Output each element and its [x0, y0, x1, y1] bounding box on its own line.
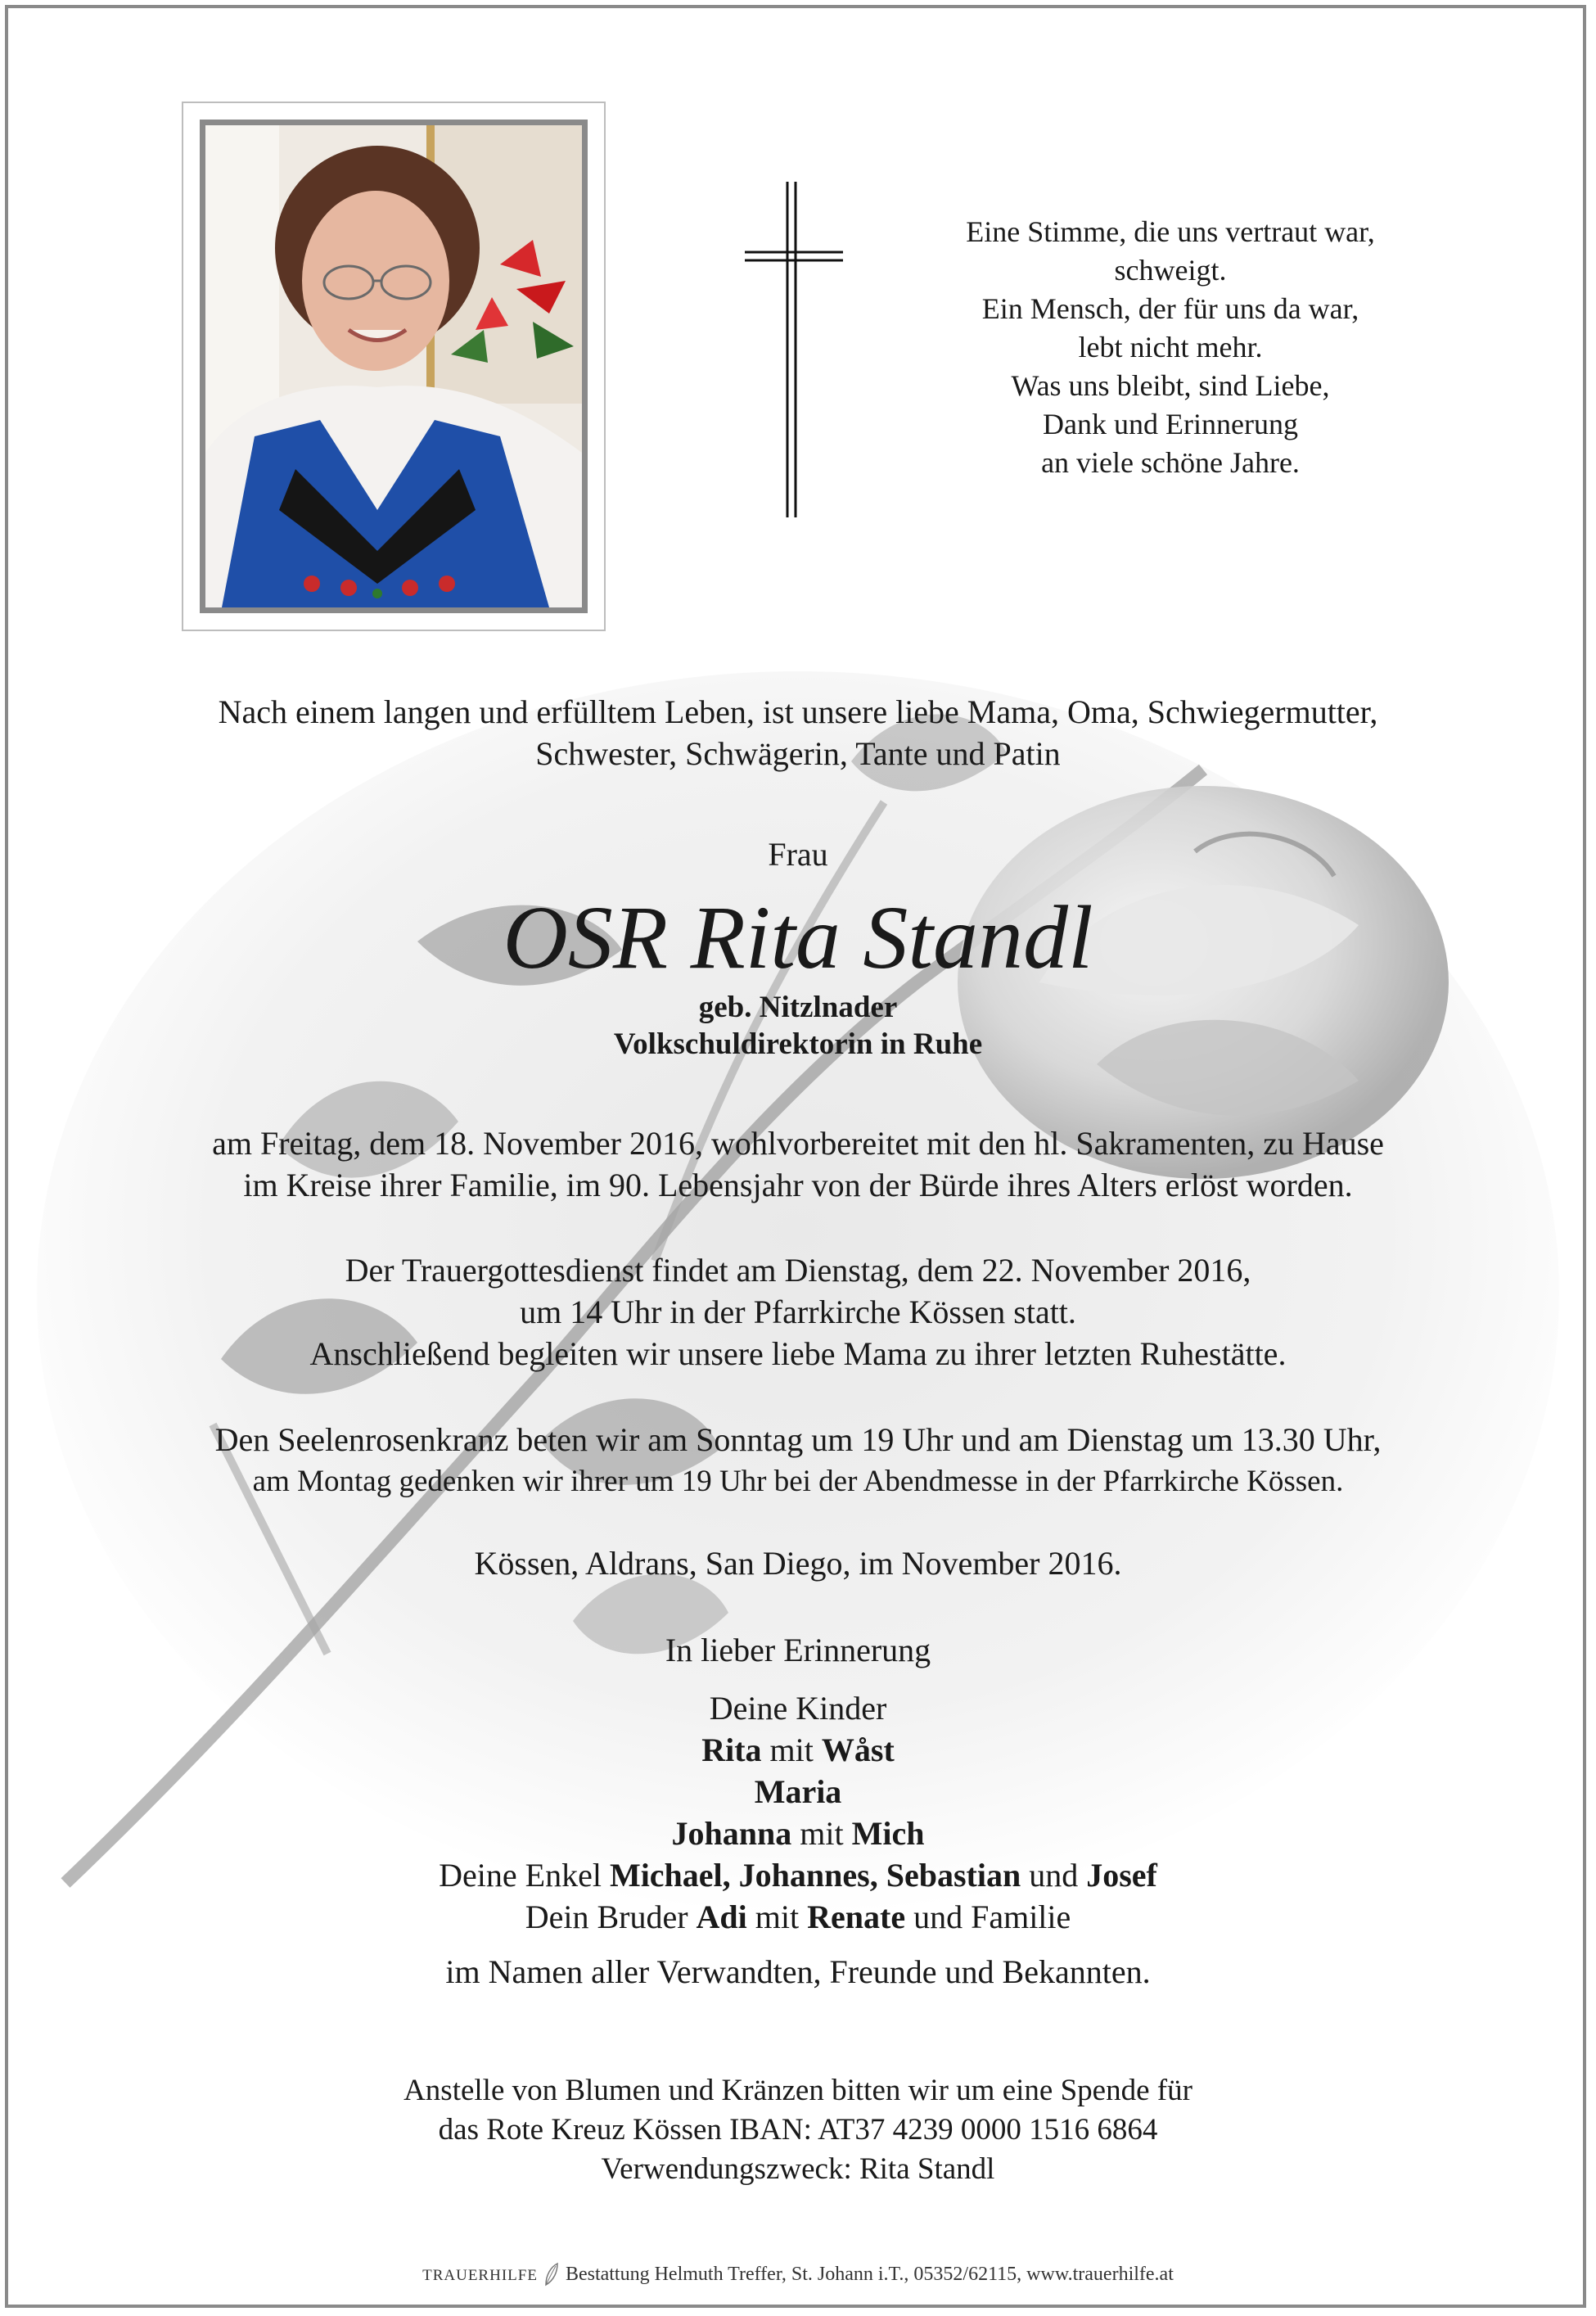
- child-name: Rita: [701, 1731, 762, 1768]
- memorial-verse: [884, 213, 1457, 482]
- intro-line: Schwester, Schwägerin, Tante und Patin: [535, 735, 1061, 772]
- intro-line: Nach einem langen und erfülltem Leben, ist unsere liebe Mama, Oma, Schwiegermutter,: [218, 693, 1378, 730]
- footer: [65, 2262, 1531, 2288]
- brother-prefix: Dein Bruder: [525, 1898, 688, 1935]
- rosary-line: Den Seelenrosenkranz beten wir am Sonntag um 19 Uhr und am Dienstag um 13.30 Uhr,: [214, 1421, 1382, 1458]
- death-notice-line: am Freitag, dem 18. November 2016, wohlvorbereitet mit den hl. Sakramenten, zu Hause: [212, 1125, 1384, 1162]
- rosary-info: [65, 1419, 1531, 1502]
- family-suffix: und Familie: [913, 1898, 1071, 1935]
- donation-request: [65, 2071, 1531, 2189]
- place-date: Kössen, Aldrans, San Diego, im November 2016.: [474, 1545, 1122, 1582]
- relatives-line: im Namen aller Verwandten, Freunde und Bekannten.: [445, 1953, 1151, 1990]
- mourner-line: [65, 1813, 1531, 1854]
- donation-line: Verwendungszweck: Rita Standl: [601, 2152, 995, 2186]
- brother-line: [65, 1896, 1531, 1938]
- death-notice: [65, 1122, 1531, 1206]
- connector-text: mit: [800, 1815, 844, 1852]
- mourner-line: [65, 1729, 1531, 1771]
- funeral-service-info: [65, 1249, 1531, 1375]
- salutation: Frau: [768, 836, 828, 873]
- verse-line: schweigt.: [1114, 254, 1227, 287]
- leaf-logo-icon: [543, 2262, 561, 2287]
- brother-partner-name: Renate: [807, 1898, 906, 1935]
- cross-icon: [745, 182, 843, 517]
- verse-line: lebt nicht mehr.: [1078, 331, 1263, 363]
- verse-line: an viele schöne Jahre.: [1041, 446, 1300, 479]
- partner-name: Mich: [851, 1815, 925, 1852]
- child-name: Johanna: [671, 1815, 792, 1852]
- profession: Volkschuldirektorin in Ruhe: [613, 1027, 983, 1061]
- verse-line: Dank und Erinnerung: [1043, 408, 1298, 440]
- service-line: um 14 Uhr in der Pfarrkirche Kössen statt.: [520, 1293, 1076, 1330]
- connector-text: mit: [755, 1898, 800, 1935]
- portrait-frame: [182, 102, 606, 631]
- footer-brand: TRAUERHILFE: [422, 2267, 538, 2284]
- rosary-line: am Montag gedenken wir ihrer um 19 Uhr bei der Abendmesse in der Pfarrkirche Kössen.: [252, 1465, 1344, 1498]
- donation-line: Anstelle von Blumen und Kränzen bitten wir um eine Spende für: [404, 2074, 1192, 2107]
- grandchild-name: Josef: [1086, 1857, 1157, 1894]
- grandchildren-prefix: Deine Enkel: [439, 1857, 602, 1894]
- grandchildren-line: [65, 1854, 1531, 1896]
- connector-text: mit: [769, 1731, 814, 1768]
- footer-text: Bestattung Helmuth Treffer, St. Johann i.T., 05352/62115, www.trauerhilfe.at: [565, 2264, 1174, 2285]
- deceased-name: OSR Rita Standl: [503, 887, 1093, 987]
- verse-line: Was uns bleibt, sind Liebe,: [1011, 369, 1330, 402]
- mourners-list: [65, 1687, 1531, 1938]
- verse-line: Ein Mensch, der für uns da war,: [981, 292, 1359, 325]
- portrait-photo: [200, 120, 588, 613]
- child-name: Maria: [754, 1773, 842, 1810]
- death-notice-line: im Kreise ihrer Familie, im 90. Lebensjahr von der Bürde ihres Alters erlöst worden.: [243, 1167, 1353, 1203]
- brother-name: Adi: [696, 1898, 747, 1935]
- maiden-name: geb. Nitzlnader: [698, 991, 898, 1024]
- partner-name: Wåst: [821, 1731, 895, 1768]
- connector-text: und: [1029, 1857, 1079, 1894]
- grandchildren-names: Michael, Johannes, Sebastian: [609, 1857, 1021, 1894]
- donation-line: das Rote Kreuz Kössen IBAN: AT37 4239 0000 1516 6864: [438, 2113, 1158, 2147]
- in-memory-heading: In lieber Erinnerung: [665, 1632, 931, 1668]
- service-line: Der Trauergottesdienst findet am Dienstag, dem 22. November 2016,: [345, 1252, 1251, 1289]
- verse-line: Eine Stimme, die uns vertraut war,: [966, 215, 1375, 248]
- mourner-line: [65, 1771, 1531, 1813]
- service-line: Anschließend begleiten wir unsere liebe Mama zu ihrer letzten Ruhestätte.: [309, 1335, 1287, 1372]
- children-heading: Deine Kinder: [709, 1690, 887, 1727]
- intro-text: [65, 691, 1531, 774]
